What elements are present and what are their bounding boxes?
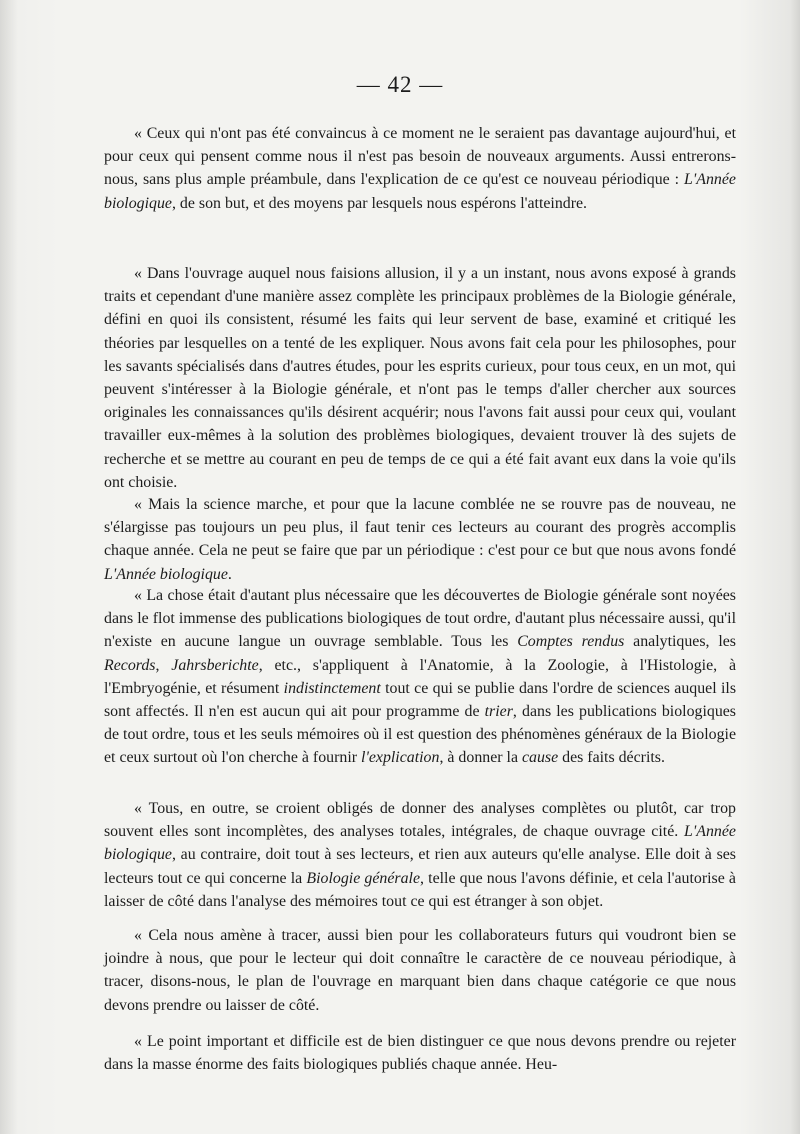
paragraph xyxy=(104,797,736,913)
paragraph-5-block xyxy=(104,797,736,913)
italic-text-run: l'explication xyxy=(361,749,440,767)
paragraph xyxy=(104,493,736,586)
text-run: , xyxy=(155,656,172,674)
text-run: , de son but, et des moyens par lesquels nous espérons l'atteindre. xyxy=(171,194,588,212)
text-run: , telle que nous l'avons définie, et cela l'autorise à laisser de côté dans l'analyse des mémoires tout ce qui est étranger à son objet. xyxy=(104,869,736,910)
text-run: « Tous, en outre, se croient obligés de donner des analyses complètes ou plutôt, car trop souvent elles sont incomplètes, des analyses totales, intégrales, de chaque ouvrage cité. xyxy=(104,800,736,841)
italic-text-run: Records xyxy=(104,656,156,674)
text-run: « Le point important et difficile est de bien distinguer ce que nous devons prendre ou rejeter dans la masse énorme des faits biologiques publiés chaque année. Heu- xyxy=(104,1033,736,1074)
text-run: , etc., s'appliquent à l'Anatomie, à la Zoologie, à l'Histologie, à l'Embryogénie, et résument xyxy=(104,656,736,697)
text-run: « La chose était d'autant plus nécessaire que les découvertes de Biologie générale sont noyées dans le flot immense des publications biologiques de tout ordre, d'autant plus nécessaire aussi, qu'il n'existe en aucune langue un ouvrage semblable. Tous les xyxy=(104,587,736,651)
text-run: , à donner la xyxy=(439,749,522,767)
text-run: analytiques, les xyxy=(624,633,736,651)
italic-text-run: trier xyxy=(484,703,513,721)
paragraph-7-block xyxy=(104,1030,736,1076)
text-run: « Cela nous amène à tracer, aussi bien pour les collaborateurs futurs qui voudront bien se joindre à nous, que pour le lecteur qui doit connaître le caractère de ce nouveau périodique, à tracer, disons-nous, le plan de l'ouvrage en marquant bien dans chaque catégorie ce que nous devons prendre ou laisser de côté. xyxy=(104,927,736,1014)
italic-text-run: Jahrsberichte xyxy=(171,656,259,674)
text-run: « Ceux qui n'ont pas été convaincus à ce moment ne le seraient pas davantage aujourd'hui, et pour ceux qui pensent comme nous il n'est pas besoin de nouveaux arguments. Aussi entrerons-nous, sans plus ample préambule, dans l'explication de ce qu'est ce nouveau périodique : xyxy=(104,125,736,189)
paragraph-4-block xyxy=(104,584,736,770)
italic-text-run: indistinctement xyxy=(283,679,381,697)
paragraph xyxy=(104,584,736,770)
text-run: . xyxy=(227,565,232,583)
page-number: — 42 — xyxy=(356,72,444,97)
italic-text-run: L'Année biologique xyxy=(104,823,736,864)
italic-text-run: cause xyxy=(521,749,559,767)
paragraph xyxy=(104,122,736,215)
italic-text-run: Biologie générale xyxy=(306,869,421,887)
paragraph-3-block xyxy=(104,493,736,586)
text-run: tout ce qui se publie dans l'ordre de sciences auquel ils sont affectés. Il n'en est aucun qui ait pour programme de xyxy=(104,679,737,721)
italic-text-run: Comptes rendus xyxy=(517,633,625,651)
text-run: « Mais la science marche, et pour que la lacune comblée ne se rouvre pas de nouveau, ne s'élargisse pas toujours un peu plus, il faut tenir ces lecteurs au courant des progrès accomplis chaque année. Cela ne peut se faire que par un périodique : c'est pour ce but que nous avons fondé xyxy=(104,496,736,560)
text-run: des faits décrits. xyxy=(558,749,665,767)
text-run: « Dans l'ouvrage auquel nous faisions allusion, il y a un instant, nous avons exposé à grands traits et cependant d'une manière assez complète les principaux problèmes de la Biologie générale, défini en quoi ils consistent, résumé les faits qui leur servent de base, examiné et critiqué les théories par lesquelles on a tenté de les expliquer. Nous avons fait cela pour les philosophes, pour les savants spécialisés dans d'autres études, pour les esprits curieux, pour tous ceux, en un mot, qui peuvent s'intéresser à la Biologie générale, et n'ont pas le temps d'aller chercher aux sources originales les connaissances qu'ils désirent acquérir; nous l'avons fait aussi pour ceux qui, voulant travailler eux-mêmes à la solution des problèmes biologiques, devaient trouver là des sujets de recherche et se mettre au courant en peu de temps de ce qui a été fait avant eux dans la voie qu'ils ont choisie. xyxy=(104,265,736,491)
paragraph-6-block xyxy=(104,924,736,1017)
paragraph-1-block xyxy=(104,122,736,215)
paragraph xyxy=(104,1030,736,1076)
paragraph xyxy=(104,262,736,494)
text-run: , dans les publications biologiques de tout ordre, tous et les seuls mémoires où il est question des phénomènes généraux de la Biologie et ceux surtout où l'on cherche à fournir xyxy=(104,703,736,767)
paragraph-2-block xyxy=(104,262,736,494)
italic-text-run: L'Année biologique xyxy=(104,565,228,583)
text-run: , au contraire, doit tout à ses lecteurs, et rien aux auteurs qu'elle analyse. Elle doit à ses lecteurs tout ce qui concerne la xyxy=(104,846,736,887)
paragraph xyxy=(104,924,736,1017)
italic-text-run: L'Année biologique xyxy=(104,171,736,212)
